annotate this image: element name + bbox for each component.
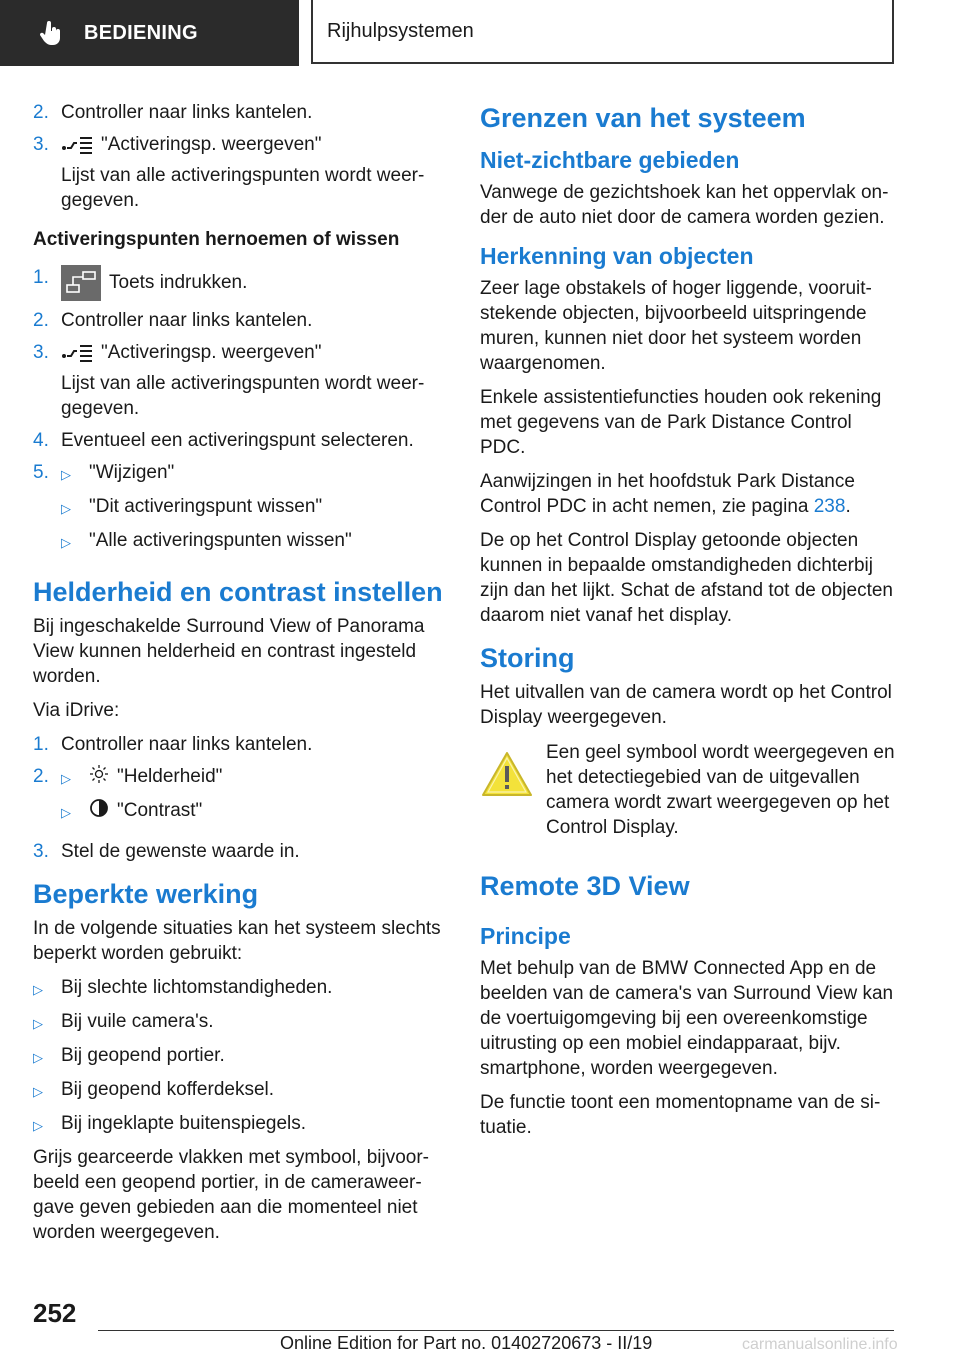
list-item: ▷ Bij geopend portier. [33, 1043, 443, 1070]
section-label: BEDIENING [84, 21, 198, 44]
watermark: carmanualsonline.info [742, 1336, 898, 1353]
step-item [33, 308, 443, 333]
step-item [33, 764, 443, 832]
subsection-heading: Herkenning van objecten [480, 243, 754, 269]
step-number: 2. [33, 310, 49, 331]
paragraph: Enkele assistentiefuncties houden ook rekening met gegevens van de Park Distance Control PDC. [480, 387, 882, 458]
triangle-bullet-icon: ▷ [61, 467, 71, 482]
warning-note [480, 740, 900, 840]
option-bullet: ▷ "Alle activeringspunten wissen" [61, 528, 443, 555]
step-number: 3. [33, 342, 49, 363]
chapter-label: Rijhulpsystemen [327, 19, 474, 42]
step-number: 3. [33, 841, 49, 862]
chapter-tab[interactable] [311, 0, 894, 64]
triangle-bullet-icon: ▷ [33, 1084, 43, 1099]
activation-points-icon [61, 343, 93, 363]
list-item: ▷ Bij geopend kofferdeksel. [33, 1077, 443, 1104]
step-item [33, 340, 443, 421]
step-subtext: Lijst van alle activeringspunten wordt weer-gegeven. [61, 373, 425, 419]
page-number: 252 [33, 1298, 77, 1328]
paragraph: Via iDrive: [33, 700, 120, 721]
paragraph: Vanwege de gezichtshoek kan het oppervlak on-der de auto niet door de camera worden gezien. [480, 182, 889, 228]
step-item [33, 100, 443, 125]
activation-points-icon [61, 135, 93, 155]
step-text: Eventueel een activeringspunt selecteren. [61, 430, 414, 451]
step-number: 1. [33, 734, 49, 755]
step-text: Stel de gewenste waarde in. [61, 841, 300, 862]
paragraph: Met behulp van de BMW Connected App en de beelden van de camera's van Surround View kan de voertuigomgeving bij een overeenkomstige uitrusting op een mobiel eindapparaat, bijv. smartphone, worden weergegeven. [480, 958, 894, 1079]
subsection-heading: Niet-zichtbare gebieden [480, 147, 740, 173]
triangle-bullet-icon: ▷ [61, 771, 71, 786]
option-bullet: ▷ "Wijzigen" [61, 460, 443, 487]
camera-button-icon [61, 265, 101, 301]
triangle-bullet-icon: ▷ [61, 535, 71, 550]
triangle-bullet-icon: ▷ [61, 501, 71, 516]
paragraph: Bij ingeschakelde Surround View of Panorama View kunnen helderheid en contrast ingesteld worden. [33, 616, 425, 687]
step-text: Controller naar links kantelen. [61, 102, 313, 123]
warning-triangle-icon [480, 750, 534, 798]
subheading: Activeringspunten hernoemen of wissen [33, 229, 400, 250]
step-number: 1. [33, 267, 49, 288]
edition-note: Online Edition for Part no. 01402720673 - II/19 [280, 1333, 653, 1353]
paragraph: Grijs gearceerde vlakken met symbool, bijvoor-beeld een geopend portier, in de cameraweer-gave geven gebieden aan die momenteel niet worden weergegeven. [33, 1147, 429, 1243]
brightness-icon [89, 764, 109, 784]
step-item [33, 265, 443, 301]
paragraph: De op het Control Display getoonde objecten kunnen in bepaalde omstandigheden dichterbij zijn dan het lijkt. Schat de afstand tot de objecten daarom niet vanaf het display. [480, 530, 893, 626]
option-bullet: ▷ "Dit activeringspunt wissen" [61, 494, 443, 521]
step-item [33, 428, 443, 453]
step-number: 2. [33, 766, 49, 787]
contrast-icon [89, 798, 109, 818]
triangle-bullet-icon: ▷ [33, 982, 43, 997]
section-heading: Storing [480, 643, 575, 673]
step-text: "Activeringsp. weergeven" [101, 342, 322, 363]
step-item [33, 460, 443, 562]
footer-divider [98, 1330, 894, 1331]
paragraph: Het uitvallen van de camera wordt op het Control Display weergegeven. [480, 682, 892, 728]
triangle-bullet-icon: ▷ [33, 1050, 43, 1065]
step-item [33, 839, 443, 864]
list-item: ▷ Bij slechte lichtomstandigheden. [33, 975, 443, 1002]
step-item [33, 132, 443, 213]
step-number: 5. [33, 462, 49, 483]
section-heading: Grenzen van het systeem [480, 103, 806, 133]
left-column [33, 100, 443, 1254]
hand-pointer-icon [38, 20, 64, 46]
triangle-bullet-icon: ▷ [33, 1016, 43, 1031]
section-heading: Helderheid en contrast instellen [33, 577, 443, 607]
triangle-bullet-icon: ▷ [33, 1118, 43, 1133]
right-column [480, 100, 900, 1149]
option-bullet: ▷ "Helderheid" [61, 764, 443, 791]
step-item [33, 732, 443, 757]
page-reference-link[interactable]: 238 [813, 496, 846, 517]
paragraph: De functie toont een momentopname van de si-tuatie. [480, 1092, 881, 1138]
step-number: 3. [33, 134, 49, 155]
page-header [0, 0, 960, 66]
step-text: Controller naar links kantelen. [61, 734, 313, 755]
subsection-heading: Principe [480, 923, 571, 949]
section-heading: Remote 3D View [480, 871, 690, 901]
section-tab[interactable] [0, 0, 299, 66]
step-number: 4. [33, 430, 49, 451]
step-subtext: Lijst van alle activeringspunten wordt weer-gegeven. [61, 165, 425, 211]
triangle-bullet-icon: ▷ [61, 805, 71, 820]
paragraph: Zeer lage obstakels of hoger liggende, vooruit-stekende objecten, bijvoorbeeld uitspringende muren, kunnen niet door het systeem worden waargenomen. [480, 278, 872, 374]
step-text: Controller naar links kantelen. [61, 310, 313, 331]
section-heading: Beperkte werking [33, 879, 259, 909]
option-bullet: ▷ "Contrast" [61, 798, 443, 825]
list-item: ▷ Bij vuile camera's. [33, 1009, 443, 1036]
list-item: ▷ Bij ingeklapte buitenspiegels. [33, 1111, 443, 1138]
step-number: 2. [33, 102, 49, 123]
paragraph: Aanwijzingen in het hoofdstuk Park Distance Control PDC in acht nemen, zie pagina 238. [480, 471, 855, 517]
step-text: "Activeringsp. weergeven" [101, 134, 322, 155]
paragraph: In de volgende situaties kan het systeem slechts beperkt worden gebruikt: [33, 918, 441, 964]
step-text: Toets indrukken. [109, 272, 248, 294]
warning-text: Een geel symbool wordt weergegeven en het detectiegebied van de uitgevallen camera wordt zwart weergegeven op het Control Display. [546, 742, 895, 838]
